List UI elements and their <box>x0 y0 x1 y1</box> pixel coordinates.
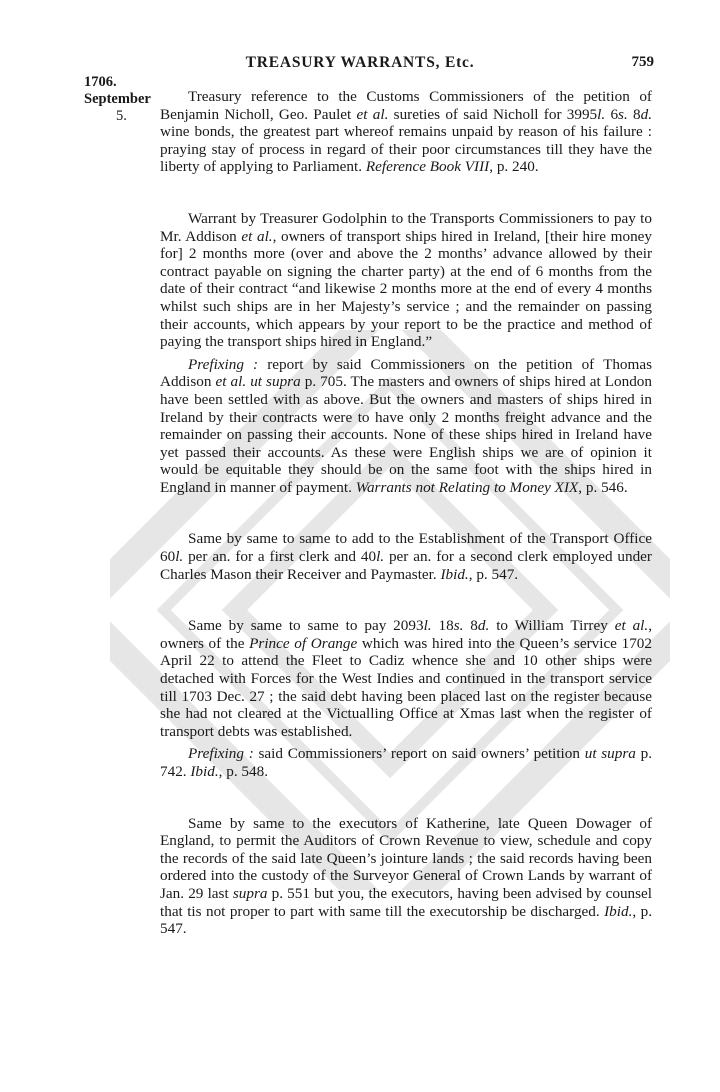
italic-run: et al. <box>356 105 389 123</box>
text-run: said Commissioners’ report on said owners’ petition <box>253 745 585 763</box>
prefixing-paragraph <box>160 356 652 497</box>
italic-run: Ibid. <box>190 763 219 780</box>
italic-run: et al. <box>241 227 273 245</box>
text-run: per an. for a first clerk and 40 <box>183 548 377 566</box>
body-text <box>160 88 652 938</box>
margin-month: September <box>84 91 151 107</box>
italic-run: supra <box>232 884 268 902</box>
running-title: TREASURY WARRANTS, Etc. <box>245 54 475 71</box>
text-run: p. 551 but you, the executors, having been advised by counsel that tis not proper to part with same till the executorship be discharged. <box>160 884 652 920</box>
text-run: Warrant by Treasurer Godolphin to the Transports Commissioners to pay to Mr. Addison <box>160 209 652 245</box>
page-header <box>0 54 720 76</box>
entry-paragraph <box>160 530 652 583</box>
text-run: , p. 240. <box>489 158 539 176</box>
text-run: Same by same to same to pay 2093 <box>188 617 424 635</box>
italic-run: Warrants not Relating to Money XIX <box>355 478 579 496</box>
italic-run: l. <box>423 617 432 635</box>
entry-paragraph <box>160 88 652 176</box>
text-run: Same by same to the executors of Katherine, late Queen Dowager of England, to permit the Auditors of Crown Revenue to view, schedule and copy the records of the said late Queen’s jointure lands ; the said records having been ordered into the custody of the Surveyor General of Crown Lands by warrant of Jan. 29 last <box>160 814 652 902</box>
italic-run: l. <box>175 548 184 566</box>
entry-paragraph <box>160 210 652 351</box>
text-run: to William Tirrey <box>489 617 615 635</box>
text-run: 18 <box>431 617 454 635</box>
text-run: 8 <box>463 617 478 635</box>
italic-run: l. <box>597 105 606 123</box>
italic-run: ut supra <box>584 745 636 763</box>
text-run: which was hired into the Queen’s service 1702 April 22 to attend the Fleet to Cadiz whence she and 10 other ships were detached with Forces for the West Indies and continued in the transport service till 1703 Dec. 27 ; the said debt having been placed last on the register because she had not cleared at the Victualling Office at Xmas last when the register of transport debts was established. <box>160 634 652 740</box>
text-run: , p. 548. <box>218 763 268 780</box>
italic-run: d. <box>477 617 490 635</box>
italic-run: d. <box>640 105 653 123</box>
text-run: , owners of transport ships hired in Ireland, [their hire money for] 2 months more (over and above the 2 months’ advance allowed by their contract payable on signing the charter party) at the end of 6 months from the date of their contract “and likewise 2 months more at the end of every 4 months whilst such ships are in her Majesty’s service ; and the remainder on passing their accounts, which appears by your report to be the practice and method of paying the transport ships hired in England.” <box>160 227 653 351</box>
text-run: p. 705. The masters and owners of ships hired at London have been settled with as above. But the owners and masters of ships hired in Ireland by their contracts were to have only 2 months freight advance and the remainder on passing their accounts. None of these ships hired in Ireland have yet passed their accounts. As these were English ships we are of opinion it would be equitable they should be on the same foot with the ships hired in England in manner of payment. <box>160 373 652 496</box>
italic-run: l. <box>376 548 385 566</box>
page-number: 759 <box>631 54 654 70</box>
text-run: Same by same to same to add to the Establishment of the Transport Office 60 <box>160 530 652 566</box>
margin-date <box>84 74 150 125</box>
text-run: wine bonds, the greatest part whereof remains unpaid by reason of his failure : praying stay of process in regard of their poor circumstances till they have the liberty of applying to Parliament. <box>160 123 652 176</box>
margin-day: 5. <box>116 108 127 124</box>
italic-run: Prefixing : <box>188 745 254 763</box>
italic-run: Ibid. <box>440 565 469 583</box>
text-run: Treasury reference to the Customs Commissioners of the petition of Benjamin Nicholl, Geo. Paulet <box>160 88 652 123</box>
italic-run: Ibid. <box>604 902 633 920</box>
prefixing-paragraph <box>160 745 652 780</box>
italic-run: Prince of Orange <box>249 634 358 652</box>
italic-run: s. <box>618 105 628 123</box>
text-run: , p. 547. <box>160 902 652 938</box>
text-run: report by said Commissioners on the petition of Thomas Addison <box>160 355 652 391</box>
margin-year: 1706. <box>84 74 117 90</box>
italic-run: s. <box>453 617 464 635</box>
italic-run: et al. <box>614 617 649 635</box>
text-run: 8 <box>627 105 641 123</box>
text-run: , p. 547. <box>468 565 519 583</box>
text-run: , p. 546. <box>578 478 628 496</box>
text-run: sureties of said Nicholl for 3995 <box>388 105 598 123</box>
text-run: 6 <box>605 105 619 123</box>
text-run: per an. for a second clerk employed under Charles Mason their Receiver and Paymaster. <box>160 548 652 583</box>
text-run: p. 742. <box>160 745 653 780</box>
entry-paragraph <box>160 815 652 938</box>
entry-paragraph <box>160 617 652 740</box>
italic-run: et al. ut supra <box>215 373 301 391</box>
italic-run: Reference Book VIII <box>365 158 490 176</box>
italic-run: Prefixing : <box>188 355 259 373</box>
text-run: , owners of the <box>160 617 653 652</box>
